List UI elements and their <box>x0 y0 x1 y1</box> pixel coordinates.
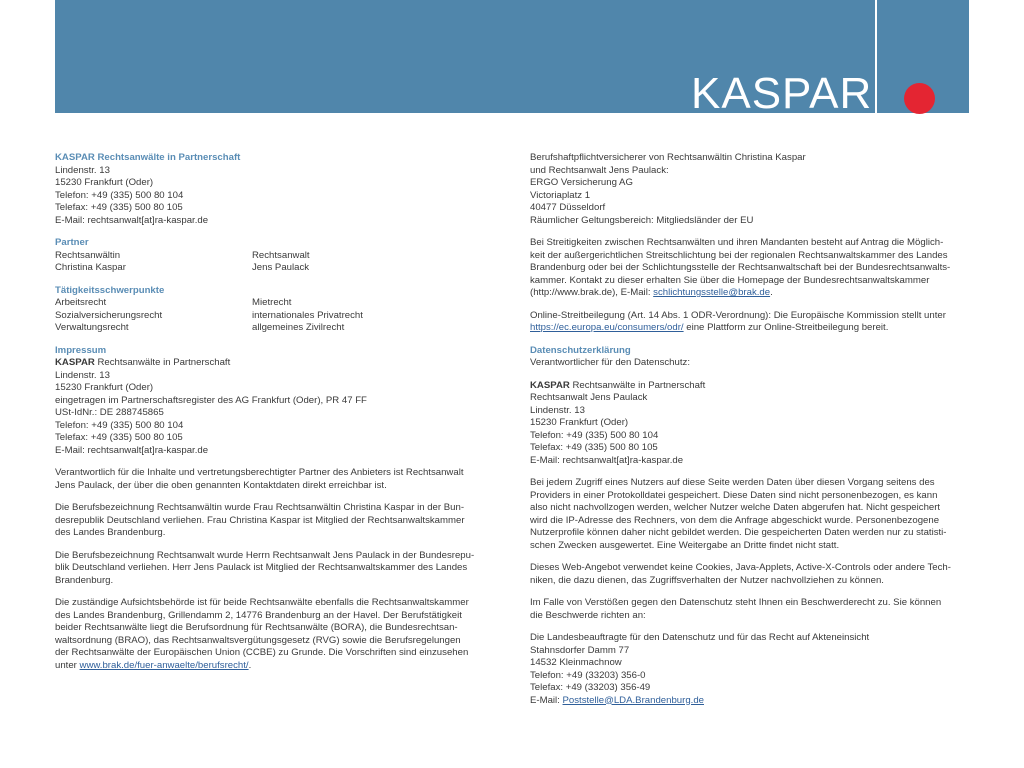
data-protection-authority: Die Landesbeauftragte für den Datenschutz und für das Recht auf Akteneinsicht Stahnsdorfer Damm 77 14532 Kleinmachnow Telefon: +49 (33203) 356-0 Telefax: +49 (33203) 356-49 E-Mail: Poststelle@LDA.Brandenburg.de <box>530 632 870 706</box>
schlichtungsstelle-email-link[interactable]: schlichtungsstelle@brak.de <box>653 287 771 298</box>
firm-contact <box>55 152 495 227</box>
dispute-paragraph: Bei Streitigkeiten zwischen Rechtsanwälten und ihren Mandanten besteht auf Antrag die Möglich- keit der außergerichtlichen Streitschlichtung bei der regionalen Rechtsanwaltskammer des Landes Brandenburg oder bei der Schlichtungsstelle der Rechtsanwaltschaft bei der Bundesrechtsanwalts- kammer. Kontakt zu dieser erhalten Sie über die Homepage der Bundesrechtsanwaltskammer (http://www.brak.de), E-Mail: schlichtungsstelle@brak.de. <box>530 237 951 298</box>
responsible-paragraph: Verantwortlich für die Inhalte und vertretungsberechtigter Partner des Anbieters ist Rechtsanwalt Jens Paulack, der über die oben genannten Kontaktdaten direkt erreichbar ist. <box>55 467 464 491</box>
odr-paragraph: Online-Streitbeilegung (Art. 14 Abs. 1 ODR-Verordnung): Die Europäische Kommission stellt unter https://ec.europa.eu/consumers/odr/ eine Plattform zur Online-Streitbeilegung bereit. <box>530 309 946 333</box>
complaint-paragraph: Im Falle von Verstößen gegen den Datenschutz steht Ihnen ein Beschwerderecht zu. Sie können die Beschwerde richten an: <box>530 597 942 621</box>
impressum-line: USt-IdNr.: DE 288745865 <box>55 407 164 418</box>
paulack-title-paragraph: Die Berufsbezeichnung Rechtsanwalt wurde Herrn Rechtsanwalt Jens Paulack in der Bundesrepu- blik Deutschland verliehen. Herr Jens Paulack ist Mitglied der Rechtsanwaltskammer des Landes Brandenburg. <box>55 549 475 586</box>
partner-title: Rechtsanwältin <box>55 249 121 261</box>
insurance-block: Berufshaftpflichtversicherer von Rechtsanwältin Christina Kaspar und Rechtsanwalt Jens Paulack: ERGO Versicherung AG Victoriaplatz 1 40477 Düsseldorf Räumlicher Geltungsbereich: Mitgliedsländer der EU <box>530 152 806 226</box>
header-banner <box>55 0 969 118</box>
brand-name: KASPAR <box>530 379 570 391</box>
access-log-paragraph: Bei jedem Zugriff eines Nutzers auf diese Seite werden Daten über diesen Vorgang seitens des Providers in einer Protokolldatei gespeichert. Diese Daten sind nicht personenbezogen, es kann also nicht nachvollzogen werden, welcher Nutzer welche Daten abgerufen hat. Nicht gespeichert wird die IP-Adresse des Rechners, von dem die Anfrage abgeschickt wurde. Personenbezogene Nutzerprofile können daher nicht gebildet werden. Die gespeicherten Daten werden nur zu statisti- schen Zwecken ausgewertet. Eine Weitergabe an Dritte findet nicht statt. <box>530 477 947 551</box>
impressum-line: eingetragen im Partnerschaftsregister des AG Frankfurt (Oder), PR 47 FF <box>55 394 367 406</box>
focus-heading: Tätigkeitsschwerpunkte <box>55 284 165 296</box>
left-column <box>55 152 495 672</box>
focus-item: internationales Privatrecht <box>252 309 363 321</box>
address-line: Lindenstr. 13 <box>55 164 110 176</box>
privacy-section: Datenschutzerklärung Verantwortlicher für den Datenschutz: <box>530 345 970 370</box>
impressum-line: 15230 Frankfurt (Oder) <box>55 382 154 393</box>
impressum-line: Telefax: +49 (335) 500 80 105 <box>55 432 183 443</box>
impressum-line: Telefon: +49 (335) 500 80 104 <box>55 419 184 431</box>
logo-dot-icon <box>904 83 935 114</box>
address-line: 15230 Frankfurt (Oder) <box>55 177 154 188</box>
impressum-line: Lindenstr. 13 <box>55 369 110 381</box>
privacy-contact: KASPAR Rechtsanwälte in Partnerschaft Rechtsanwalt Jens Paulack Lindenstr. 13 15230 Frankfurt (Oder) Telefon: +49 (335) 500 80 104 Telefax: +49 (335) 500 80 105 E-Mail: rechtsanwalt[at]ra-kaspar.de <box>530 379 706 466</box>
impressum-section <box>55 345 495 458</box>
firm-name: KASPAR Rechtsanwälte in Partnerschaft <box>55 152 241 163</box>
partner-section <box>55 237 495 335</box>
email-line: E-Mail: rechtsanwalt[at]ra-kaspar.de <box>55 214 209 226</box>
partner-heading: Partner <box>55 237 89 248</box>
kaspar-logo[interactable]: KASPAR <box>691 69 873 118</box>
authority-paragraph: Die zuständige Aufsichtsbehörde ist für beide Rechtsanwälte ebenfalls die Rechtsanwaltskammer des Landes Brandenburg, Grillendamm 2, 14776 Brandenburg an der Havel. Der Berufstätigkeit beider Rechtsanwälte liegt die Berufsordnung für Rechtsanwälte (BORA), die Bundesrechtsan- waltsordnung (BRAO), das Rechtsanwaltsvergütungsgesetz (RVG) sowie die Berufsregelungen der Rechtsanwälte der Europäischen Union (CCBE) zu Grunde. Die Vorschriften sind einzusehen unter www.brak.de/fuer-anwaelte/berufsrecht/. <box>55 597 469 671</box>
kaspar-title-paragraph: Die Berufsbezeichnung Rechtsanwältin wurde Frau Rechtsanwältin Christina Kaspar in der Bun- desrepublik Deutschland verliehen. Frau Christina Kaspar ist Mitglied der Rechtsanwaltskammer des Landes Brandenburg. <box>55 502 465 538</box>
partner-title: Rechtsanwalt <box>252 249 310 261</box>
focus-item: Sozialversicherungsrecht <box>55 309 163 321</box>
focus-item: Verwaltungsrecht <box>55 322 129 333</box>
focus-item: Mietrecht <box>252 297 292 308</box>
odr-platform-link[interactable]: https://ec.europa.eu/consumers/odr/ <box>530 322 684 333</box>
phone-line: Telefon: +49 (335) 500 80 104 <box>55 189 184 201</box>
lda-email-link[interactable]: Poststelle@LDA.Brandenburg.de <box>562 694 704 706</box>
impressum-heading: Impressum <box>55 344 107 356</box>
partner-name: Christina Kaspar <box>55 262 126 273</box>
right-column <box>530 152 970 707</box>
focus-item: allgemeines Zivilrecht <box>252 322 345 333</box>
brak-berufsrecht-link[interactable]: www.brak.de/fuer-anwaelte/berufsrecht/ <box>79 659 249 671</box>
privacy-heading: Datenschutzerklärung <box>530 344 631 356</box>
fax-line: Telefax: +49 (335) 500 80 105 <box>55 202 183 213</box>
cookies-paragraph: Dieses Web-Angebot verwendet keine Cookies, Java-Applets, Active-X-Controls oder andere Tech- niken, die dazu dienen, das Zugriffsverhalten der Nutzer nachvollziehen zu können. <box>530 562 951 586</box>
partner-name: Jens Paulack <box>252 262 310 273</box>
brand-name: KASPAR <box>55 357 95 368</box>
logo-divider <box>875 0 877 113</box>
impressum-line: E-Mail: rechtsanwalt[at]ra-kaspar.de <box>55 444 209 456</box>
impressum-firm: KASPAR Rechtsanwälte in Partnerschaft <box>55 357 231 368</box>
focus-item: Arbeitsrecht <box>55 297 107 308</box>
